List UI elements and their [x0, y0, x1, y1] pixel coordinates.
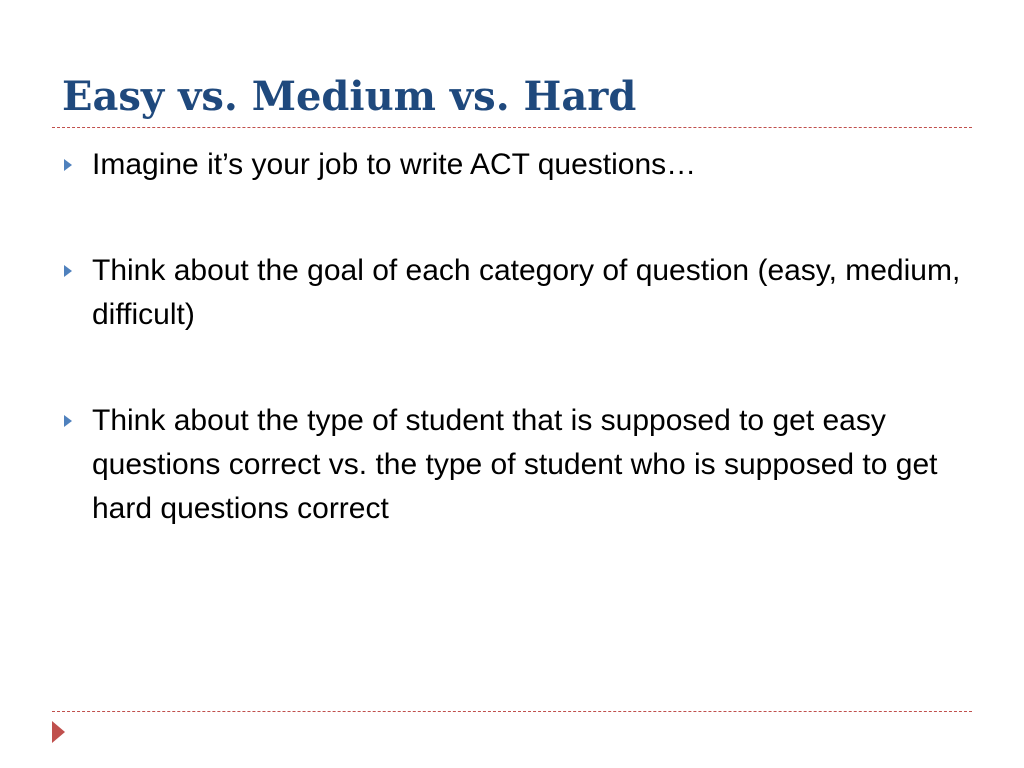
bullet-triangle-icon — [64, 415, 72, 427]
bullet-item — [62, 249, 962, 337]
corner-triangle-icon — [52, 721, 65, 743]
bullet-text: Think about the type of student that is supposed to get easy questions correct vs. the type of student who is supposed to get hard questions correct — [92, 404, 938, 525]
bullet-text: Think about the goal of each category of question (easy, medium, difficult) — [92, 254, 961, 331]
slide-title: Easy vs. Medium vs. Hard — [62, 73, 637, 120]
bullet-item — [62, 399, 962, 531]
bullet-text: Imagine it’s your job to write ACT questions… — [92, 148, 697, 181]
title-divider — [52, 127, 972, 128]
bullet-list — [62, 143, 962, 531]
bullet-item — [62, 143, 962, 187]
footer-divider — [52, 711, 972, 712]
bullet-triangle-icon — [64, 159, 72, 171]
bullet-triangle-icon — [64, 265, 72, 277]
